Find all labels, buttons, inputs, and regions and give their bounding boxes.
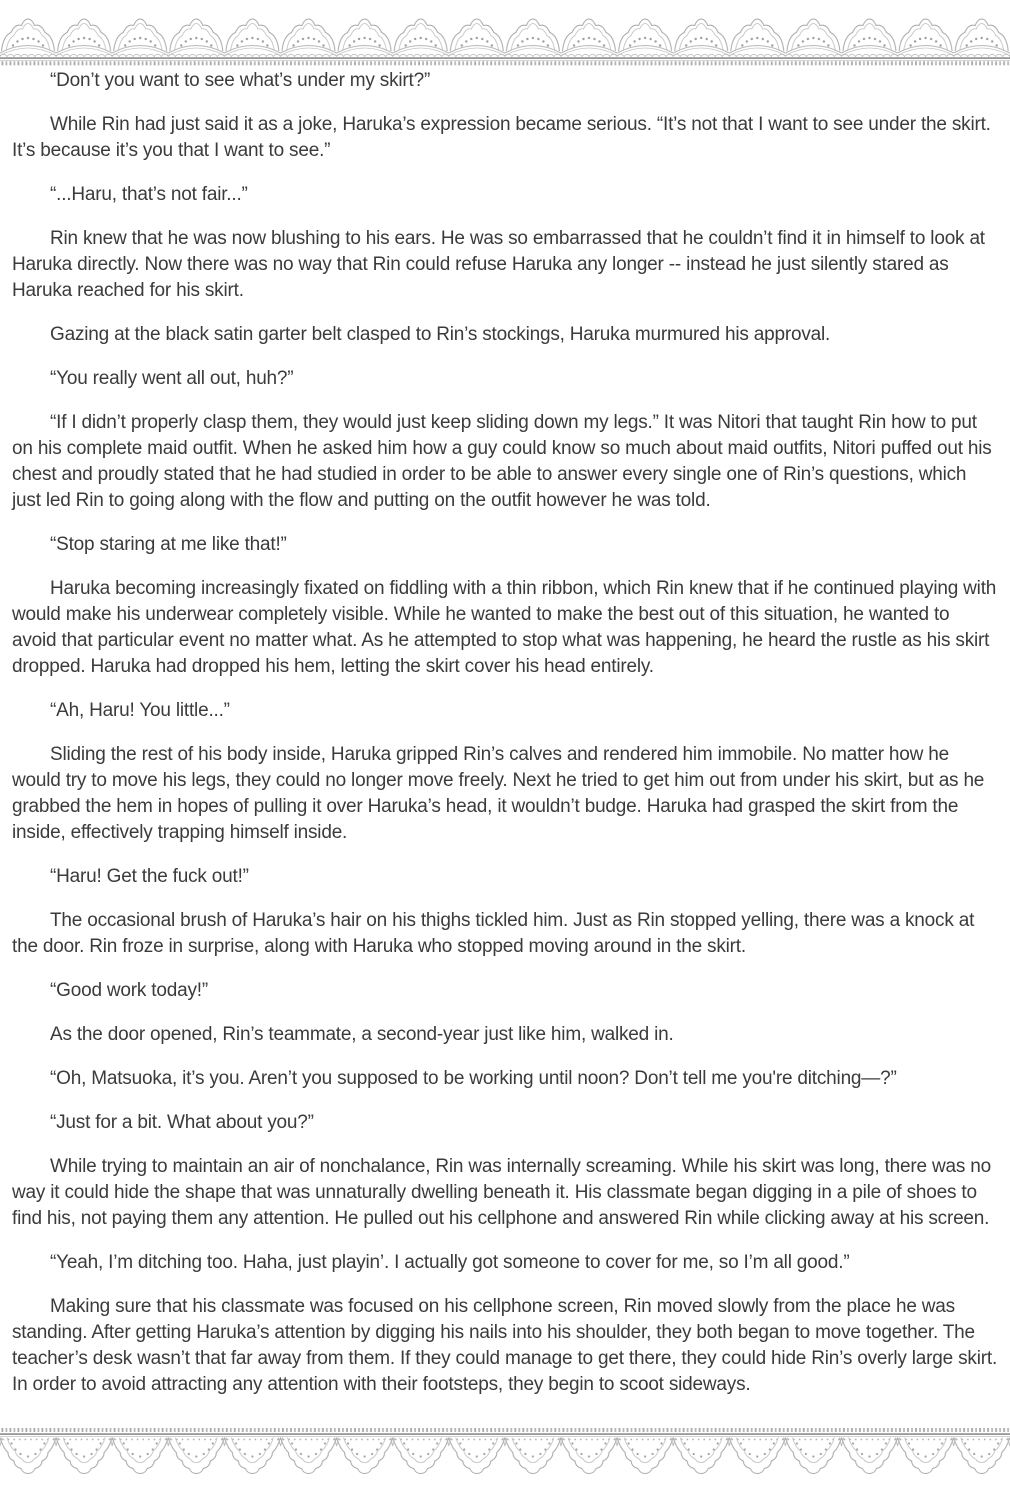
story-paragraph: Making sure that his classmate was focused on his cellphone screen, Rin moved slowly from the place he was standing. After getting Haruka’s attention by digging his nails into his shoulder, they both began to move together. The teacher’s desk wasn’t that far away from them. If they could manage to get there, they could hide Rin’s overly large skirt. In order to avoid attracting any attention with their footsteps, they begin to scoot sideways. <box>12 1296 998 1395</box>
story-text <box>0 60 1010 1416</box>
story-paragraph: “If I didn’t properly clasp them, they would just keep sliding down my legs.” It was Nitori that taught Rin how to put on his complete maid outfit. When he asked him how a guy could know so much about maid outfits, Nitori puffed out his chest and proudly stated that he had studied in order to be able to answer every single one of Rin’s questions, which just led Rin to going along with the flow and putting on the outfit however he was told. <box>12 412 992 511</box>
story-paragraph: “Oh, Matsuoka, it’s you. Aren’t you supposed to be working until noon? Don’t tell me you're ditching—?” <box>50 1068 897 1089</box>
story-paragraph: “You really went all out, huh?” <box>50 368 294 389</box>
story-paragraph: “Stop staring at me like that!” <box>50 534 287 555</box>
bottom-lace-border <box>0 1427 1010 1477</box>
story-paragraph: “Ah, Haru! You little...” <box>50 700 230 721</box>
story-paragraph: While trying to maintain an air of nonchalance, Rin was internally screaming. While his skirt was long, there was no way it could hide the shape that was unnaturally dwelling beneath it. His classmate began digging in a pile of shoes to find his, not paying them any attention. He pulled out his cellphone and answered Rin while clicking away at his screen. <box>12 1156 991 1229</box>
story-paragraph: “Good work today!” <box>50 980 208 1001</box>
story-paragraph: “Don’t you want to see what’s under my skirt?” <box>50 70 431 91</box>
story-paragraph: While Rin had just said it as a joke, Haruka’s expression became serious. “It’s not that I want to see under the skirt. It’s because it’s you that I want to see.” <box>12 114 991 161</box>
lace-trim-icon <box>0 16 1010 66</box>
story-paragraph: “Yeah, I’m ditching too. Haha, just playin’. I actually got someone to cover for me, so I’m all good.” <box>50 1252 850 1273</box>
story-paragraph: As the door opened, Rin’s teammate, a second-year just like him, walked in. <box>50 1024 674 1045</box>
story-paragraph: “Just for a bit. What about you?” <box>50 1112 314 1133</box>
story-paragraph: Haruka becoming increasingly fixated on fiddling with a thin ribbon, which Rin knew that if he continued playing with would make his underwear completely visible. While he wanted to make the best out of this situation, he wanted to avoid that particular event no matter what. As he attempted to stop what was happening, he heard the rustle as his skirt dropped. Haruka had dropped his hem, letting the skirt cover his head entirely. <box>12 578 997 677</box>
lace-trim-icon <box>0 1427 1010 1477</box>
story-paragraph: Sliding the rest of his body inside, Haruka gripped Rin’s calves and rendered him immobile. No matter how he would try to move his legs, they could no longer move freely. Next he tried to get him out from under his skirt, but as he grabbed the hem in hopes of pulling it over Haruka’s head, it wouldn’t budge. Haruka had grasped the skirt from the inside, effectively trapping himself inside. <box>12 744 985 843</box>
story-paragraph: The occasional brush of Haruka’s hair on his thighs tickled him. Just as Rin stopped yelling, there was a knock at the door. Rin froze in surprise, along with Haruka who stopped moving around in the skirt. <box>12 910 975 957</box>
story-paragraph: Gazing at the black satin garter belt clasped to Rin’s stockings, Haruka murmured his approval. <box>50 324 831 345</box>
story-paragraph: “...Haru, that’s not fair...” <box>50 184 248 205</box>
top-lace-border <box>0 16 1010 66</box>
story-paragraph: “Haru! Get the fuck out!” <box>50 866 249 887</box>
story-paragraph: Rin knew that he was now blushing to his ears. He was so embarrassed that he couldn’t find it in himself to look at Haruka directly. Now there was no way that Rin could refuse Haruka any longer -- instead he just silently stared as Haruka reached for his skirt. <box>12 228 985 301</box>
